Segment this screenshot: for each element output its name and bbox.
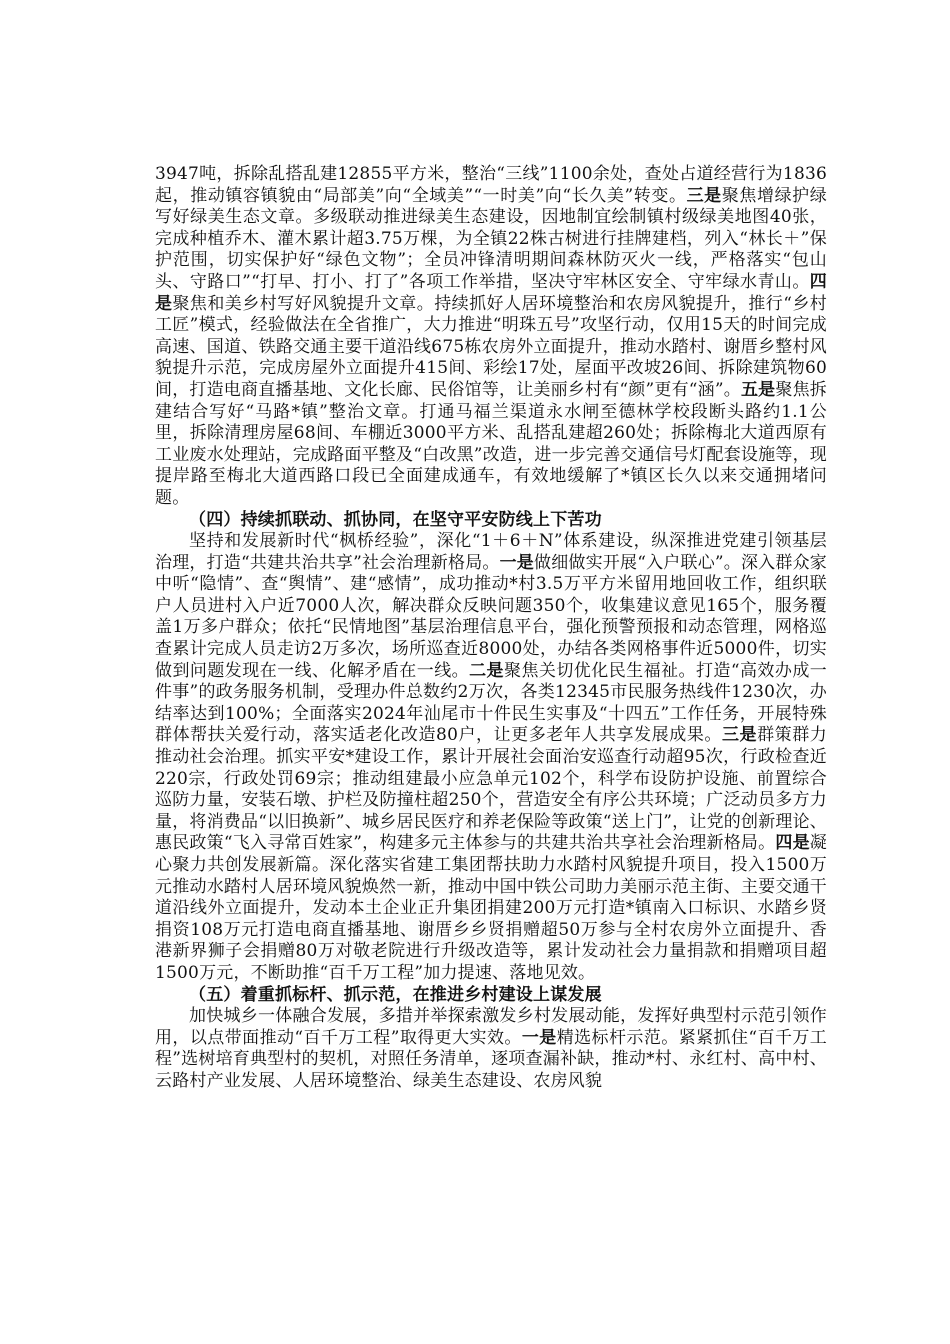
paragraph-rural-construction (155, 1006, 827, 1092)
lead-phrase: 一是 (499, 552, 534, 573)
body-text: 聚焦拆建结合写好“马路*镇”整治文章。打通马福兰渠道永水闸至德林学校段断头路约1.1公里，拆除清理房屋68间、车棚近3000平方米、乱搭乱建超260处；拆除梅北大道西原有工业废水处理站，完成路面平整及“白改黑”改造，进一步完善交通信号灯配套设施等，现提岸路至梅北大道西路口段已全面建成通车，有效地缓解了*镇区长久以来交通拥堵问题。 (155, 379, 827, 508)
paragraph-sanitation-and-greening (155, 164, 827, 510)
body-text: 聚焦关切优化民生福祉。打造“高效办成一件事”的政务服务机制，受理办件总数约2万次，各类12345市民服务热线件1230次，办结率达到100%；全面落实2024年汕尾市十件民生实事及“十四五”工作任务，开展特殊群体帮扶关爱行动，落实适老化改造80户，让更多老年人共享发展成果。 (155, 660, 827, 746)
body-text: 群策群力推动社会治理。抓实平安*建设工作，累计开展社会面治安巡查行动超95次，行政检查近220宗，行政处罚69宗；推动组建最小应急单元102个，科学布设防护设施、前置综合巡防力量，安装石墩、护栏及防撞柱超250个，营造安全有序公共环境；广泛动员多方力量，将消费品“以旧换新”、城乡居民医疗和养老保险等政策“送上门”，让党的创新理论、惠民政策“飞入寻常百姓家”，构建多元主体参与的共建共治共享社会治理新格局。 (155, 725, 827, 854)
body-text: 精选标杆示范。紧紧抓住“百千万工程”选树培育典型村的契机，对照任务清单，逐项查漏补缺，推动*村、永红村、高中村、云路村产业发展、人居环境整治、绿美生态建设、农房风貌 (155, 1027, 828, 1091)
document-body (155, 164, 827, 1093)
body-text: 加快城乡一体融合发展，多措并举探索激发乡村发展动能，发挥好典型村示范引领作用，以点带面推动“百千万工程”取得更大实效。 (155, 1006, 827, 1048)
lead-phrase: 二是 (469, 660, 504, 681)
body-text: 坚持和发展新时代“枫桥经验”，深化“1＋6＋N”体系建设，纵深推进党建引领基层治理，打造“共建共治共享”社会治理新格局。 (155, 531, 827, 573)
lead-phrase: 五是 (740, 379, 776, 400)
section-heading-4: （四）持续抓联动、抓协同，在坚守平安防线上下苦功 (189, 509, 602, 530)
lead-phrase: 三是 (686, 185, 722, 206)
lead-phrase: 一是 (521, 1027, 557, 1048)
paragraph-safety-governance (155, 531, 827, 984)
body-text: 做细做实开展“入户联心”。深入群众家中听“隐情”、查“舆情”、建“感情”，成功推动*村3.5万平方米留用地回收工作，组织联户人员进村入户近7000人次，解决群众反映问题350个，收集建议意见165个，服务覆盖1万多户群众；依托“民情地图”基层治理信息平台，强化预警预报和动态管理，网格巡查累计完成人员走访2万多次，场所巡查近8000处，办结各类网格事件近5000件，切实做到问题发现在一线、化解矛盾在一线。 (155, 552, 827, 681)
body-text: 聚焦和美乡村写好风貌提升文章。持续抓好人居环境整治和农房风貌提升，推行“乡村工匠”模式，经验做法在全省推广，大力推进“明珠五号”攻坚行动，仅用15天的时间完成高速、国道、铁路交通主要干道沿线675栋农房外立面提升，推动水踏村、谢厝乡整村风貌提升示范，完成房屋外立面提升415间、彩绘17处，屋面平改坡26间、拆除建筑物60间，打造电商直播基地、文化长廊、民俗馆等，让美丽乡村有“颜”更有“涵”。 (155, 293, 827, 400)
lead-phrase: 三是 (721, 725, 758, 746)
body-text: 凝心聚力共创发展新篇。深化落实省建工集团帮扶助力水踏村风貌提升项目，投入1500万元推动水踏村人居环境风貌焕然一新，推动中国中铁公司助力美丽示范主街、主要交通干道沿线外立面提升，发动本土企业正升集团捐建200万元打造*镇南入口标识、水踏乡贤捐资108万元打造电商直播基地、谢厝乡乡贤捐赠超50万参与全村农房外立面提升、香港新界狮子会捐赠80万对敬老院进行升级改造等，累计发动社会力量捐款和捐赠项目超1500万元，不断助推“百千万工程”加力提速、落地见效。 (155, 833, 827, 983)
lead-phrase: 四是 (775, 833, 810, 854)
lead-phrase: 四是 (155, 271, 827, 314)
section-heading-5: （五）着重抓标杆、抓示范，在推进乡村建设上谋发展 (189, 984, 602, 1005)
body-text: 聚焦增绿护绿写好绿美生态文章。多级联动推进绿美生态建设，因地制宜绘制镇村级绿美地图40张，完成种植乔木、灌木累计超3.75万棵，为全镇22株古树进行挂牌建档，列入“林长＋”保护范围，切实保护好“绿色文物”；全员冲锋清明期间森林防灭火一线，严格落实“包山头、守路口”“打早、打小、打了”各项工作举措，坚决守牢林区安全、守牢绿水青山。 (155, 185, 827, 292)
body-text: 3947吨，拆除乱搭乱建12855平方米，整治“三线”1100余处，查处占道经营行为1836起，推动镇容镇貌由“局部美”向“全域美”“一时美”向“长久美”转变。 (155, 164, 827, 206)
